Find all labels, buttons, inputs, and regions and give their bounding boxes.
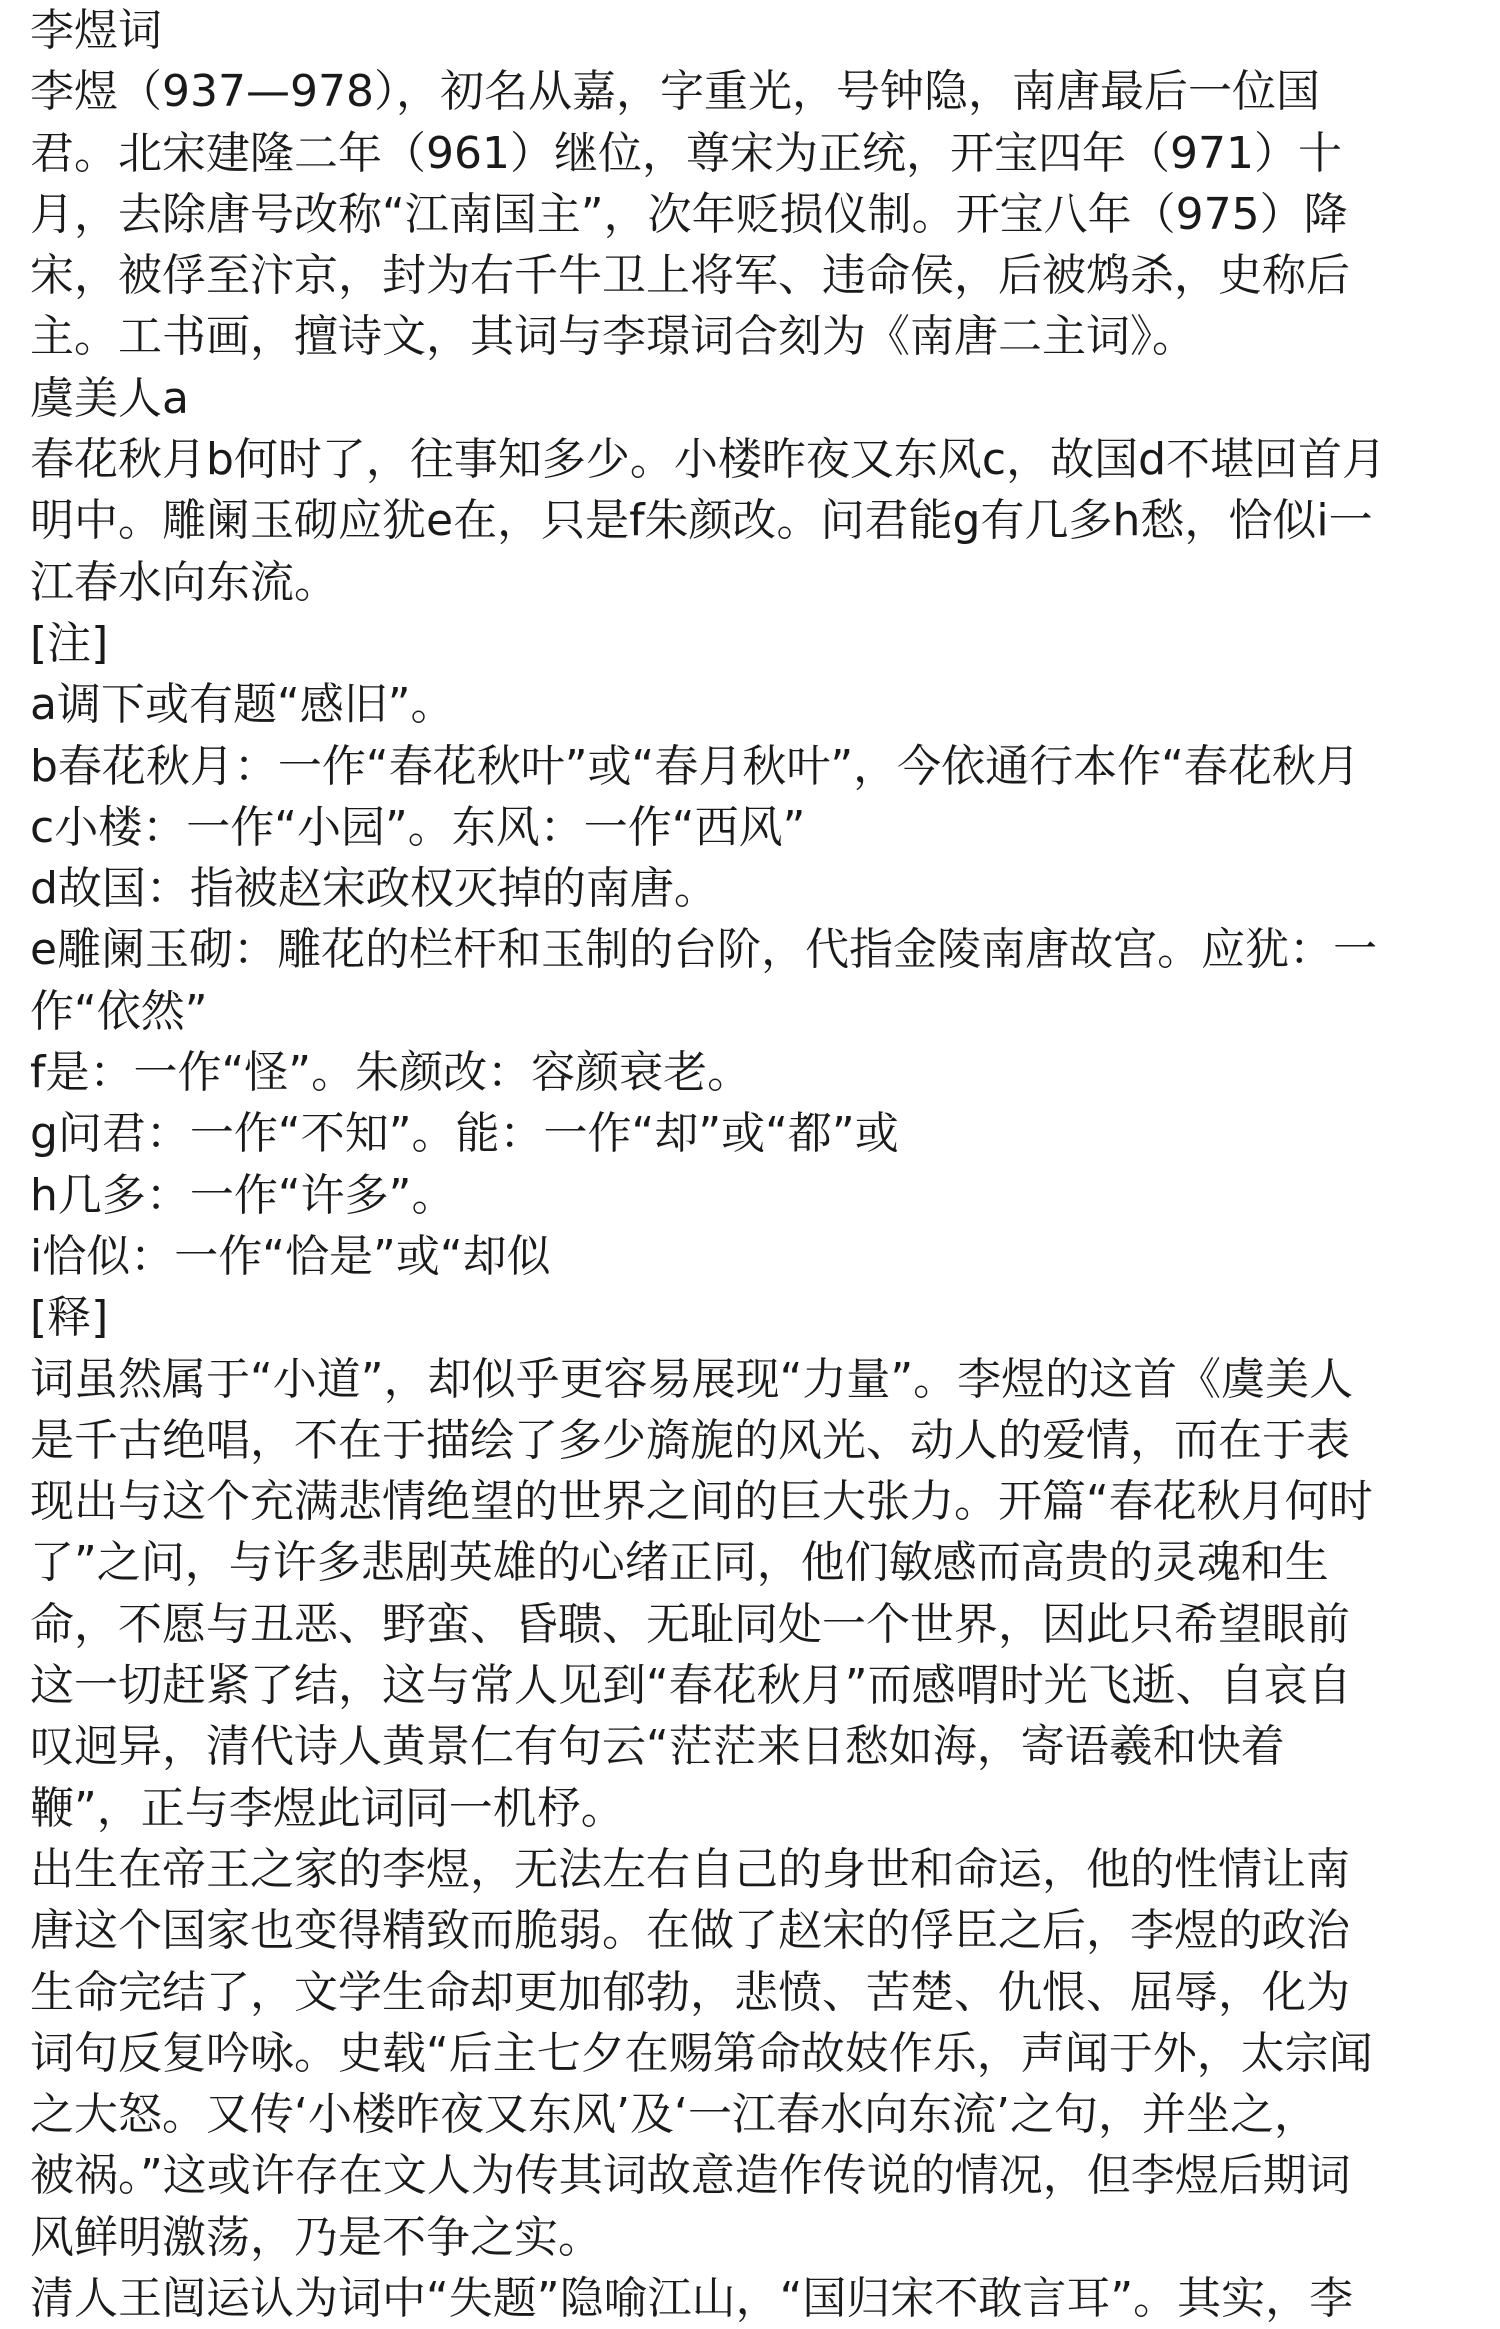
bio-line: 李煜（937—978），初名从嘉，字重光，号钟隐，南唐最后一位国 bbox=[30, 66, 1320, 118]
commentary-line: 被祸。”这或许存在文人为传其词故意造作传说的情况，但李煜后期词 bbox=[30, 2150, 1351, 2202]
note-line: g问君：一作“不知”。能：一作“却”或“都”或 bbox=[30, 1108, 899, 1160]
poem-line: 春花秋月b何时了，往事知多少。小楼昨夜又东风c，故国d不堪回首月 bbox=[30, 434, 1387, 486]
document-title: 李煜词 bbox=[30, 5, 162, 56]
commentary-line: 生命完结了，文学生命却更加郁勃，悲愤、苦楚、仇恨、屈辱，化为 bbox=[30, 1966, 1350, 2018]
bio-line: 君。北宋建隆二年（961）继位，尊宋为正统，开宝四年（971）十 bbox=[30, 127, 1342, 179]
poem-line: 明中。雕阑玉砌应犹e在，只是f朱颜改。问君能g有几多h愁，恰似i一 bbox=[30, 495, 1373, 547]
note-line: b春花秋月：一作“春花秋叶”或“春月秋叶”，今依通行本作“春花秋月 bbox=[30, 740, 1360, 792]
note-line: c小楼：一作“小园”。东风：一作“西风” bbox=[30, 801, 806, 853]
commentary-line: 叹迥异，清代诗人黄景仁有句云“茫茫来日愁如海，寄语羲和快着 bbox=[30, 1721, 1285, 1773]
commentary-line: 命，不愿与丑恶、野蛮、昏聩、无耻同处一个世界，因此只希望眼前 bbox=[30, 1598, 1350, 1650]
commentary-text bbox=[30, 1349, 1500, 2329]
commentary-line: 之大怒。又传‘小楼昨夜又东风’及‘一江春水向东流’之句，并坐之， bbox=[30, 2089, 1318, 2141]
author-bio bbox=[30, 61, 1500, 367]
commentary-line: 唐这个国家也变得精致而脆弱。在做了赵宋的俘臣之后，李煜的政治 bbox=[30, 1905, 1350, 1957]
commentary-line: 现出与这个充满悲情绝望的世界之间的巨大张力。开篇“春花秋月何时 bbox=[30, 1476, 1373, 1528]
commentary-line: 了”之问，与许多悲剧英雄的心绪正同，他们敏感而高贵的灵魂和生 bbox=[30, 1537, 1329, 1589]
note-line: a调下或有题“感旧”。 bbox=[30, 679, 455, 731]
note-line: f是：一作“怪”。朱颜改：容颜衰老。 bbox=[30, 1047, 752, 1099]
commentary-heading: [释] bbox=[30, 1292, 109, 1344]
notes-heading: [注] bbox=[30, 617, 109, 669]
note-line: i恰似：一作“恰是”或“却似 bbox=[30, 1230, 551, 1282]
commentary-line: 清人王闿运认为词中“失题”隐喻江山，“国归宋不敢言耳”。其实，李 bbox=[30, 2272, 1354, 2324]
bio-line: 宋，被俘至汴京，封为右千牛卫上将军、违命侯，后被鸩杀，史称后 bbox=[30, 250, 1350, 302]
commentary-line: 词句反复吟咏。史载“后主七夕在赐第命故妓作乐，声闻于外，太宗闻 bbox=[30, 2027, 1373, 2079]
bio-line: 主。工书画，擅诗文，其词与李璟词合刻为《南唐二主词》。 bbox=[30, 311, 1196, 363]
commentary-line: 词虽然属于“小道”，却似乎更容易展现“力量”。李煜的这首《虞美人 bbox=[30, 1353, 1354, 1405]
note-line: d故国：指被赵宋政权灭掉的南唐。 bbox=[30, 863, 718, 915]
note-line: 作“依然” bbox=[30, 985, 208, 1037]
commentary-line: 这一切赶紧了结，这与常人见到“春花秋月”而感喟时光飞逝、自哀自 bbox=[30, 1660, 1352, 1712]
bio-line: 月，去除唐号改称“江南国主”，次年贬损仪制。开宝八年（975）降 bbox=[30, 188, 1348, 240]
poem-line: 江春水向东流。 bbox=[30, 556, 338, 608]
poem-title: 虞美人a bbox=[30, 372, 189, 424]
document-page bbox=[30, 0, 1500, 2329]
commentary-line: 出生在帝王之家的李煜，无法左右自己的身世和命运，他的性情让南 bbox=[30, 1843, 1350, 1895]
commentary-line: 鞭”，正与李煜此词同一机杼。 bbox=[30, 1782, 625, 1834]
poem-text bbox=[30, 429, 1500, 613]
commentary-line: 风鲜明激荡，乃是不争之实。 bbox=[30, 2211, 602, 2263]
notes-list bbox=[30, 674, 1500, 1287]
commentary-line: 是千古绝唱，不在于描绘了多少旖旎的风光、动人的爱情，而在于表 bbox=[30, 1414, 1350, 1466]
note-line: e雕阑玉砌：雕花的栏杆和玉制的台阶，代指金陵南唐故宫。应犹：一 bbox=[30, 924, 1378, 976]
note-line: h几多：一作“许多”。 bbox=[30, 1169, 456, 1221]
